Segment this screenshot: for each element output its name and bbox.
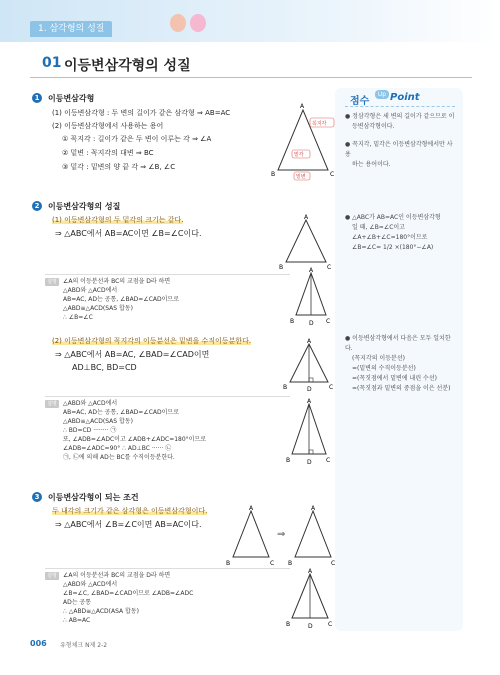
section1-number: 1 [32, 93, 42, 103]
proof-box-2 [45, 396, 290, 461]
rabbit-mascot-icon [190, 14, 206, 32]
proof-line: △ABD와 △ACD에서 [63, 581, 118, 588]
page-title: 이등변삼각형의 성질 [64, 58, 191, 74]
section2-prop1-result: ⇒ △ABC에서 AB=AC이면 ∠B=∠C이다. [55, 229, 202, 238]
sidebar-head-prefix: 점수 [350, 96, 370, 107]
chapter-tab: 1. 삼각형의 성질 [30, 21, 112, 37]
sidebar-head-point: Point [390, 92, 420, 103]
label-a: A [307, 398, 312, 405]
section2-number: 2 [32, 201, 42, 211]
label-c: C [326, 318, 331, 325]
arrow-icon: ⇒ [277, 529, 286, 540]
section1-term2: ② 밑변 : 꼭지각의 대변 ⇒ BC [62, 149, 154, 157]
section3-rule-result: ⇒ △ABC에서 ∠B=∠C이면 AB=AC이다. [55, 520, 202, 529]
label-base-angle: 밑각 [294, 152, 304, 158]
title-divider [30, 77, 472, 78]
label-c: C [329, 384, 334, 391]
book-title: 유형체크 N제 2-2 [60, 642, 108, 649]
proof-tag: 설명 [45, 400, 59, 408]
label-a: A [249, 505, 254, 512]
proof-line: AD는 공통 [63, 599, 92, 606]
sidebar-note-4: ● 이등변삼각형에서 다음은 모두 일치한다. (꼭지각의 이등분선) =(밑변의 수직이등분선) =(꼭짓점에서 밑변에 내린 수선) =(꼭짓점과 밑변의 중점을 이은 선분) [345, 335, 451, 392]
label-c: C [330, 171, 335, 178]
proof-line: ∴ △ABD≡△ACD(ASA 합동) [63, 608, 139, 615]
sidebar-note-1: ● 정삼각형은 세 변의 길이가 같으므로 이 등변삼각형이다. [345, 113, 455, 130]
section2-title: 이등변삼각형의 성질 [48, 202, 121, 211]
proof-line: ∴ ∠B=∠C [63, 314, 93, 321]
label-c: C [328, 621, 333, 628]
label-b: B [290, 318, 295, 325]
label-a: A [308, 568, 313, 575]
section1-title: 이등변삼각형 [48, 94, 95, 103]
label-b: B [271, 171, 276, 178]
label-a: A [300, 103, 305, 110]
section2-prop1: (1) 이등변삼각형의 두 밑각의 크기는 같다. [52, 216, 184, 224]
label-a: A [309, 267, 314, 274]
label-d: D [307, 386, 312, 393]
label-a: A [307, 338, 312, 345]
proof-box-1 [45, 274, 290, 321]
section3-title: 이등변삼각형이 되는 조건 [48, 493, 139, 502]
label-b: B [226, 560, 231, 567]
section1-term1: ① 꼭지각 : 길이가 같은 두 변이 이루는 각 ⇒ ∠A [62, 135, 212, 143]
sidebar-up-badge: Up [375, 90, 389, 99]
proof-line: AB=AC, AD는 공통, ∠BAD=∠CAD이므로 [63, 409, 180, 416]
label-d: D [309, 320, 314, 327]
sidebar-note-2: ● 꼭지각, 밑각은 이등변삼각형에서만 사용 하는 용어이다. [345, 141, 453, 168]
proof-tag: 설명 [45, 278, 59, 286]
label-c: C [270, 560, 275, 567]
section1-term3: ③ 밑각 : 밑변의 양 끝 각 ⇒ ∠B, ∠C [62, 163, 176, 171]
title-number: 01 [42, 55, 62, 71]
mascot-icon [170, 14, 186, 32]
proof-line: AB=AC, AD는 공통, ∠BAD=∠CAD이므로 [63, 296, 180, 303]
sidebar-divider [345, 106, 455, 107]
section2-prop2-result2: AD⊥BC, BD=CD [72, 363, 137, 372]
figure-condition [225, 505, 337, 567]
label-base: 밑변 [296, 174, 306, 180]
proof-line: ∠B=∠C, ∠BAD=∠CAD이므로 ∠ADB=∠ADC [63, 590, 194, 597]
label-c: C [326, 457, 331, 464]
label-b: B [283, 384, 288, 391]
proof-line: ∴ AB=AC [63, 617, 91, 624]
figure-prop2 [282, 338, 336, 394]
label-a: A [304, 214, 309, 221]
proof-box-3 [45, 568, 290, 624]
proof-line: 또, ∠ADB=∠ADC이고 ∠ADB+∠ADC=180°이므로 [63, 436, 207, 443]
section3-rule: 두 내각의 크기가 같은 삼각형은 이등변삼각형이다. [52, 507, 208, 515]
proof-tag: 설명 [45, 572, 59, 580]
figure-proof2 [286, 398, 332, 470]
label-d: D [308, 623, 313, 630]
section2-prop2: (2) 이등변삼각형의 꼭지각의 이등분선은 밑변을 수직이등분한다. [52, 337, 252, 345]
proof-line: ∠A의 이등분선과 BC의 교점을 D라 하면 [63, 572, 171, 579]
label-c: C [331, 560, 336, 567]
proof-line: △ABD와 △ACD에서 [63, 287, 118, 294]
label-d: D [307, 459, 312, 466]
proof-line: △ABD와 △ACD에서 [63, 400, 118, 407]
proof-line: △ABD≡△ACD(SAS 합동) [63, 305, 133, 312]
proof-line: ∠ADB=∠ADC=90° ∴ AD⊥BC ······ ㉡ [63, 445, 172, 452]
proof-line: △ABD≡△ACD(SAS 합동) [63, 418, 133, 425]
label-a: A [311, 505, 316, 512]
sidebar-note-3: ● △ABC가 AB=AC인 이등변삼각형 일 때, ∠B=∠C이고 ∠A+∠B+∠C=180°이므로 ∠B=∠C= 1/2 ×(180°−∠A) [345, 214, 441, 251]
figure-prop1 [278, 212, 334, 272]
figure-isosceles-terms [270, 100, 336, 182]
figure-proof3 [286, 568, 334, 632]
section3-number: 3 [32, 492, 42, 502]
figure-proof1 [290, 267, 332, 329]
proof-line: ∠A의 이등분선과 BC의 교점을 D라 하면 [63, 278, 171, 285]
label-b: B [288, 560, 293, 567]
label-b: B [279, 264, 284, 271]
section1-item1: (1) 이등변삼각형 : 두 변의 길이가 같은 삼각형 ⇒ AB=AC [52, 109, 231, 117]
label-c: C [327, 264, 332, 271]
section2-prop2-result1: ⇒ △ABC에서 AB=AC, ∠BAD=∠CAD이면 [55, 350, 210, 359]
label-b: B [286, 621, 291, 628]
label-b: B [286, 457, 291, 464]
proof-line: ∴ BD=CD ········ ㉠ [63, 427, 117, 434]
section1-item2: (2) 이등변삼각형에서 사용하는 용어 [52, 122, 164, 130]
label-vertex-angle: 꼭지각 [312, 121, 327, 127]
page-number: 006 [30, 639, 47, 648]
proof-line: ㉠, ㉡에 의해 AD는 BC를 수직이등분한다. [63, 454, 175, 461]
